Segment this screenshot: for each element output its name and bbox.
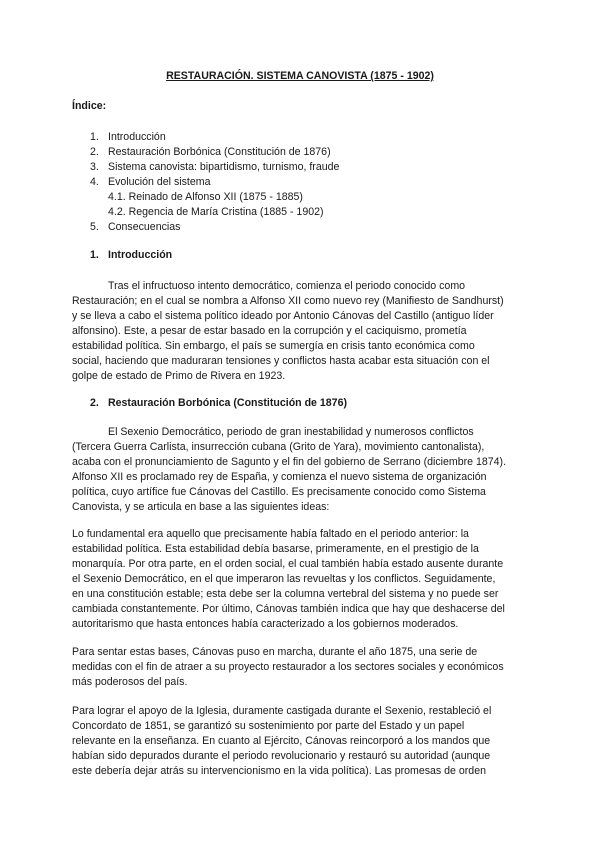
toc-number: 5. bbox=[90, 221, 99, 233]
text-line: autoritarismo que hasta entonces había caracterizado a los gobiernos moderados. bbox=[72, 618, 459, 630]
text-line: Canovista, y se articula en base a las siguientes ideas: bbox=[72, 501, 330, 513]
toc-number: 2. bbox=[90, 146, 99, 158]
section-number: 2. bbox=[90, 397, 99, 409]
paragraph bbox=[72, 425, 530, 515]
text-line: Para sentar estas bases, Cánovas puso en marcha, durante el año 1875, una serie de bbox=[72, 646, 478, 658]
toc-item bbox=[90, 220, 339, 235]
text-line: el Sexenio Democrático, en el que imperaron las revueltas y los conflictos. Seguidamente, bbox=[72, 573, 496, 585]
text-line: (Tercera Guerra Carlista, insurrección cubana (Grito de Yara), movimiento cantonalista), bbox=[72, 441, 485, 453]
text-line: Tras el infructuoso intento democrático, comienza el periodo conocido como bbox=[108, 280, 466, 292]
text-line: alfonsino). Este, a pesar de estar basado en la corrupción y el caciquismo, prometía bbox=[72, 325, 467, 337]
text-line: Para lograr el apoyo de la Iglesia, duramente castigada durante el Sexenio, restableció el bbox=[72, 705, 492, 717]
text-line: Restauración; en el cual se nombra a Alfonso XII como nuevo rey (Manifiesto de Sandhurst) bbox=[72, 295, 504, 307]
toc-subitem bbox=[90, 190, 339, 205]
text-line: y se lleva a cabo el sistema político ideado por Antonio Cánovas del Castillo (antiguo líder bbox=[72, 310, 494, 322]
paragraph bbox=[72, 527, 530, 632]
toc-number: 1. bbox=[90, 131, 99, 143]
toc-item bbox=[90, 145, 339, 160]
text-line: cambiada constantemente. Por último, Cánovas también indica que hay que deshacerse del bbox=[72, 603, 505, 615]
text-line: estabilidad política. Esta estabilidad debía basarse, primeramente, en el prestigio de la bbox=[72, 543, 479, 555]
toc-label: Sistema canovista: bipartidismo, turnismo, fraude bbox=[108, 161, 340, 173]
text-line: Concordato de 1851, se garantizó su sostenimiento por parte del Estado y un papel bbox=[72, 720, 465, 732]
text-line: en una constitución estable; esta debe ser la columna vertebral del sistema y no puede ser bbox=[72, 588, 499, 600]
toc-label: Introducción bbox=[108, 131, 166, 143]
section-title: Introducción bbox=[108, 249, 173, 261]
section-title: Restauración Borbónica (Constitución de 1876) bbox=[108, 397, 347, 409]
toc-label: Evolución del sistema bbox=[108, 176, 211, 188]
text-line: golpe de estado de Primo de Rivera en 1923. bbox=[72, 370, 286, 382]
paragraph bbox=[72, 279, 530, 384]
index-label: Índice: bbox=[72, 100, 107, 112]
text-line: Alfonso XII es proclamado rey de España, y comienza el nuevo sistema de organización bbox=[72, 471, 487, 483]
text-line: medidas con el fin de atraer a su proyecto restaurador a los sectores sociales y económicos bbox=[72, 661, 504, 673]
toc-number: 3. bbox=[90, 161, 99, 173]
text-line: política, cuyo artífice fue Cánovas del Castillo. Es precisamente conocido como Sistema bbox=[72, 486, 486, 498]
text-line: más poderosos del país. bbox=[72, 676, 188, 688]
toc-subitem bbox=[90, 205, 339, 220]
text-line: estabilidad política. Sin embargo, el país se sumergía en crisis tanto económica como bbox=[72, 340, 475, 352]
section-heading-introduccion bbox=[90, 249, 172, 261]
text-line: monarquía. Por otra parte, en el orden social, el cual también había estado ausente durante bbox=[72, 558, 504, 570]
section-heading-restauracion bbox=[90, 397, 347, 409]
document-title: RESTAURACIÓN. SISTEMA CANOVISTA (1875 - 1902) bbox=[166, 70, 434, 82]
text-line: este debería dejar atrás su intervencionismo en la vida política). Las promesas de orden bbox=[72, 765, 486, 777]
toc-number: 4. bbox=[90, 176, 99, 188]
text-line: El Sexenio Democrático, periodo de gran inestabilidad y numerosos conflictos bbox=[108, 426, 474, 438]
text-line: habían sido depurados durante el periodo revolucionario y restauró su autoridad (aunque bbox=[72, 750, 491, 762]
table-of-contents bbox=[90, 130, 339, 235]
toc-item bbox=[90, 160, 339, 175]
text-line: acaba con el pronunciamiento de Sagunto y el fin del gobierno de Serrano (diciembre 1874). bbox=[72, 456, 507, 468]
toc-label: Restauración Borbónica (Constitución de 1876) bbox=[108, 146, 331, 158]
toc-label: 4.1. Reinado de Alfonso XII (1875 - 1885) bbox=[108, 191, 303, 203]
toc-item bbox=[90, 130, 339, 145]
text-line: Lo fundamental era aquello que precisamente había faltado en el periodo anterior: la bbox=[72, 528, 469, 540]
text-line: social, haciendo que maduraran tensiones y conflictos hasta acabar esta situación con el bbox=[72, 355, 490, 367]
paragraph bbox=[72, 645, 530, 690]
toc-label: Consecuencias bbox=[108, 221, 181, 233]
paragraph bbox=[72, 704, 530, 779]
section-number: 1. bbox=[90, 249, 99, 261]
text-line: relevante en la enseñanza. En cuanto al Ejército, Cánovas reincorporó a los mandos que bbox=[72, 735, 491, 747]
toc-label: 4.2. Regencia de María Cristina (1885 - 1902) bbox=[108, 206, 324, 218]
toc-item bbox=[90, 175, 339, 190]
